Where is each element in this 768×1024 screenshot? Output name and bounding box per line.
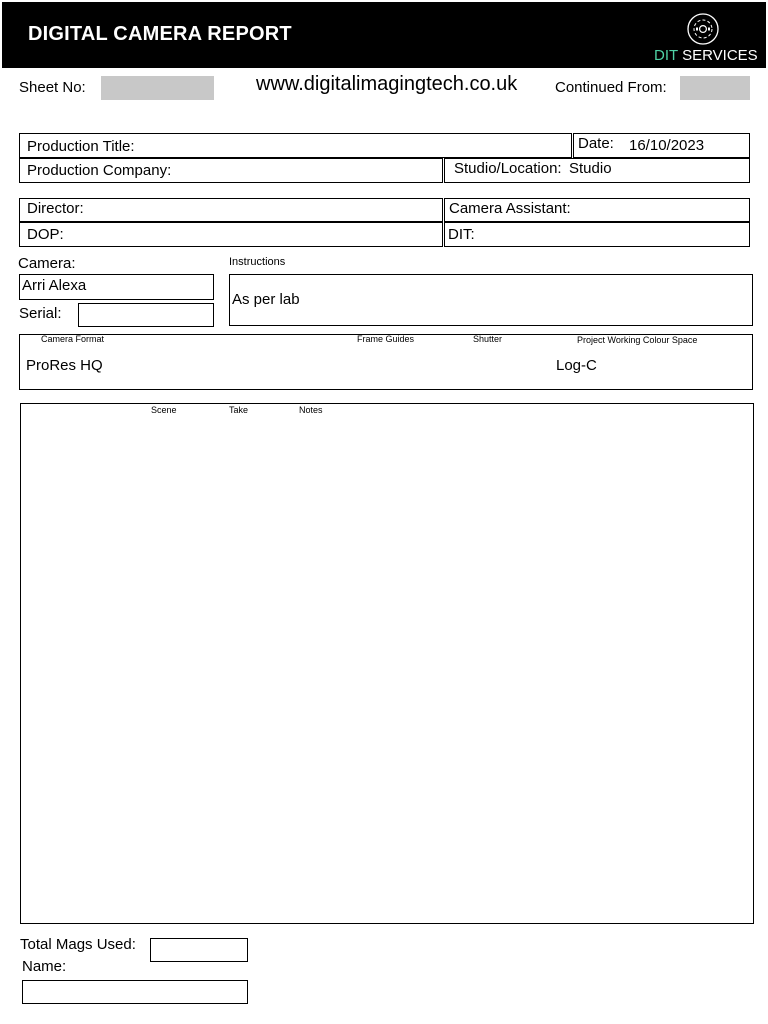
column-header-notes: Notes [299, 405, 323, 415]
dop-label: DOP: [27, 226, 64, 243]
dit-label: DIT: [448, 226, 475, 243]
shutter-label: Shutter [473, 334, 503, 344]
serial-label: Serial: [19, 305, 62, 322]
camera-value: Arri Alexa [22, 277, 87, 294]
name-field[interactable] [22, 980, 248, 1004]
production-title-field[interactable] [19, 133, 572, 158]
instructions-label: Instructions [229, 256, 286, 268]
frame-guides-label: Frame Guides [357, 334, 415, 344]
studio-location-field[interactable] [444, 158, 750, 183]
production-title-label: Production Title: [27, 138, 135, 155]
instructions-value: As per lab [232, 291, 300, 308]
camera-format-label: Camera Format [41, 334, 105, 344]
studio-location-value: Studio [569, 160, 612, 177]
colour-space-label: Project Working Colour Space [577, 335, 698, 345]
continued-from-label: Continued From: [555, 79, 667, 96]
website-url: www.digitalimagingtech.co.uk [256, 73, 518, 95]
total-mags-label: Total Mags Used: [20, 936, 136, 953]
serial-field[interactable] [78, 303, 214, 327]
date-value: 16/10/2023 [629, 137, 705, 154]
production-company-field[interactable] [19, 158, 443, 183]
dop-field[interactable] [19, 222, 443, 247]
camera-format-panel[interactable] [19, 334, 753, 390]
camera-format-value: ProRes HQ [26, 357, 103, 374]
dit-field[interactable] [444, 222, 750, 247]
director-field[interactable] [19, 198, 443, 222]
brand-rest: SERVICES [682, 47, 758, 64]
report-title: DIGITAL CAMERA REPORT [28, 23, 292, 45]
brand-name [654, 47, 758, 64]
instructions-field[interactable] [229, 274, 753, 326]
camera-assistant-field[interactable] [444, 198, 750, 222]
camera-assistant-label: Camera Assistant: [449, 200, 571, 217]
brand-accent: DIT [654, 47, 678, 64]
continued-from-field[interactable] [680, 76, 750, 100]
camera-field[interactable] [19, 274, 214, 300]
report-header [2, 2, 766, 68]
shot-log-table[interactable] [20, 403, 754, 924]
date-label: Date: [578, 135, 614, 152]
studio-location-label: Studio/Location: [454, 160, 562, 177]
name-label: Name: [22, 958, 67, 975]
director-label: Director: [27, 200, 84, 217]
production-company-label: Production Company: [27, 162, 172, 179]
colour-space-value: Log-C [556, 357, 597, 374]
date-field[interactable] [573, 133, 750, 158]
sheet-no-label: Sheet No: [19, 79, 86, 96]
camera-label: Camera: [18, 255, 76, 272]
camera-lens-icon [687, 13, 719, 45]
column-header-scene: Scene [151, 405, 177, 415]
total-mags-field[interactable] [150, 938, 248, 962]
sheet-no-field[interactable] [101, 76, 214, 100]
column-header-take: Take [229, 405, 249, 415]
